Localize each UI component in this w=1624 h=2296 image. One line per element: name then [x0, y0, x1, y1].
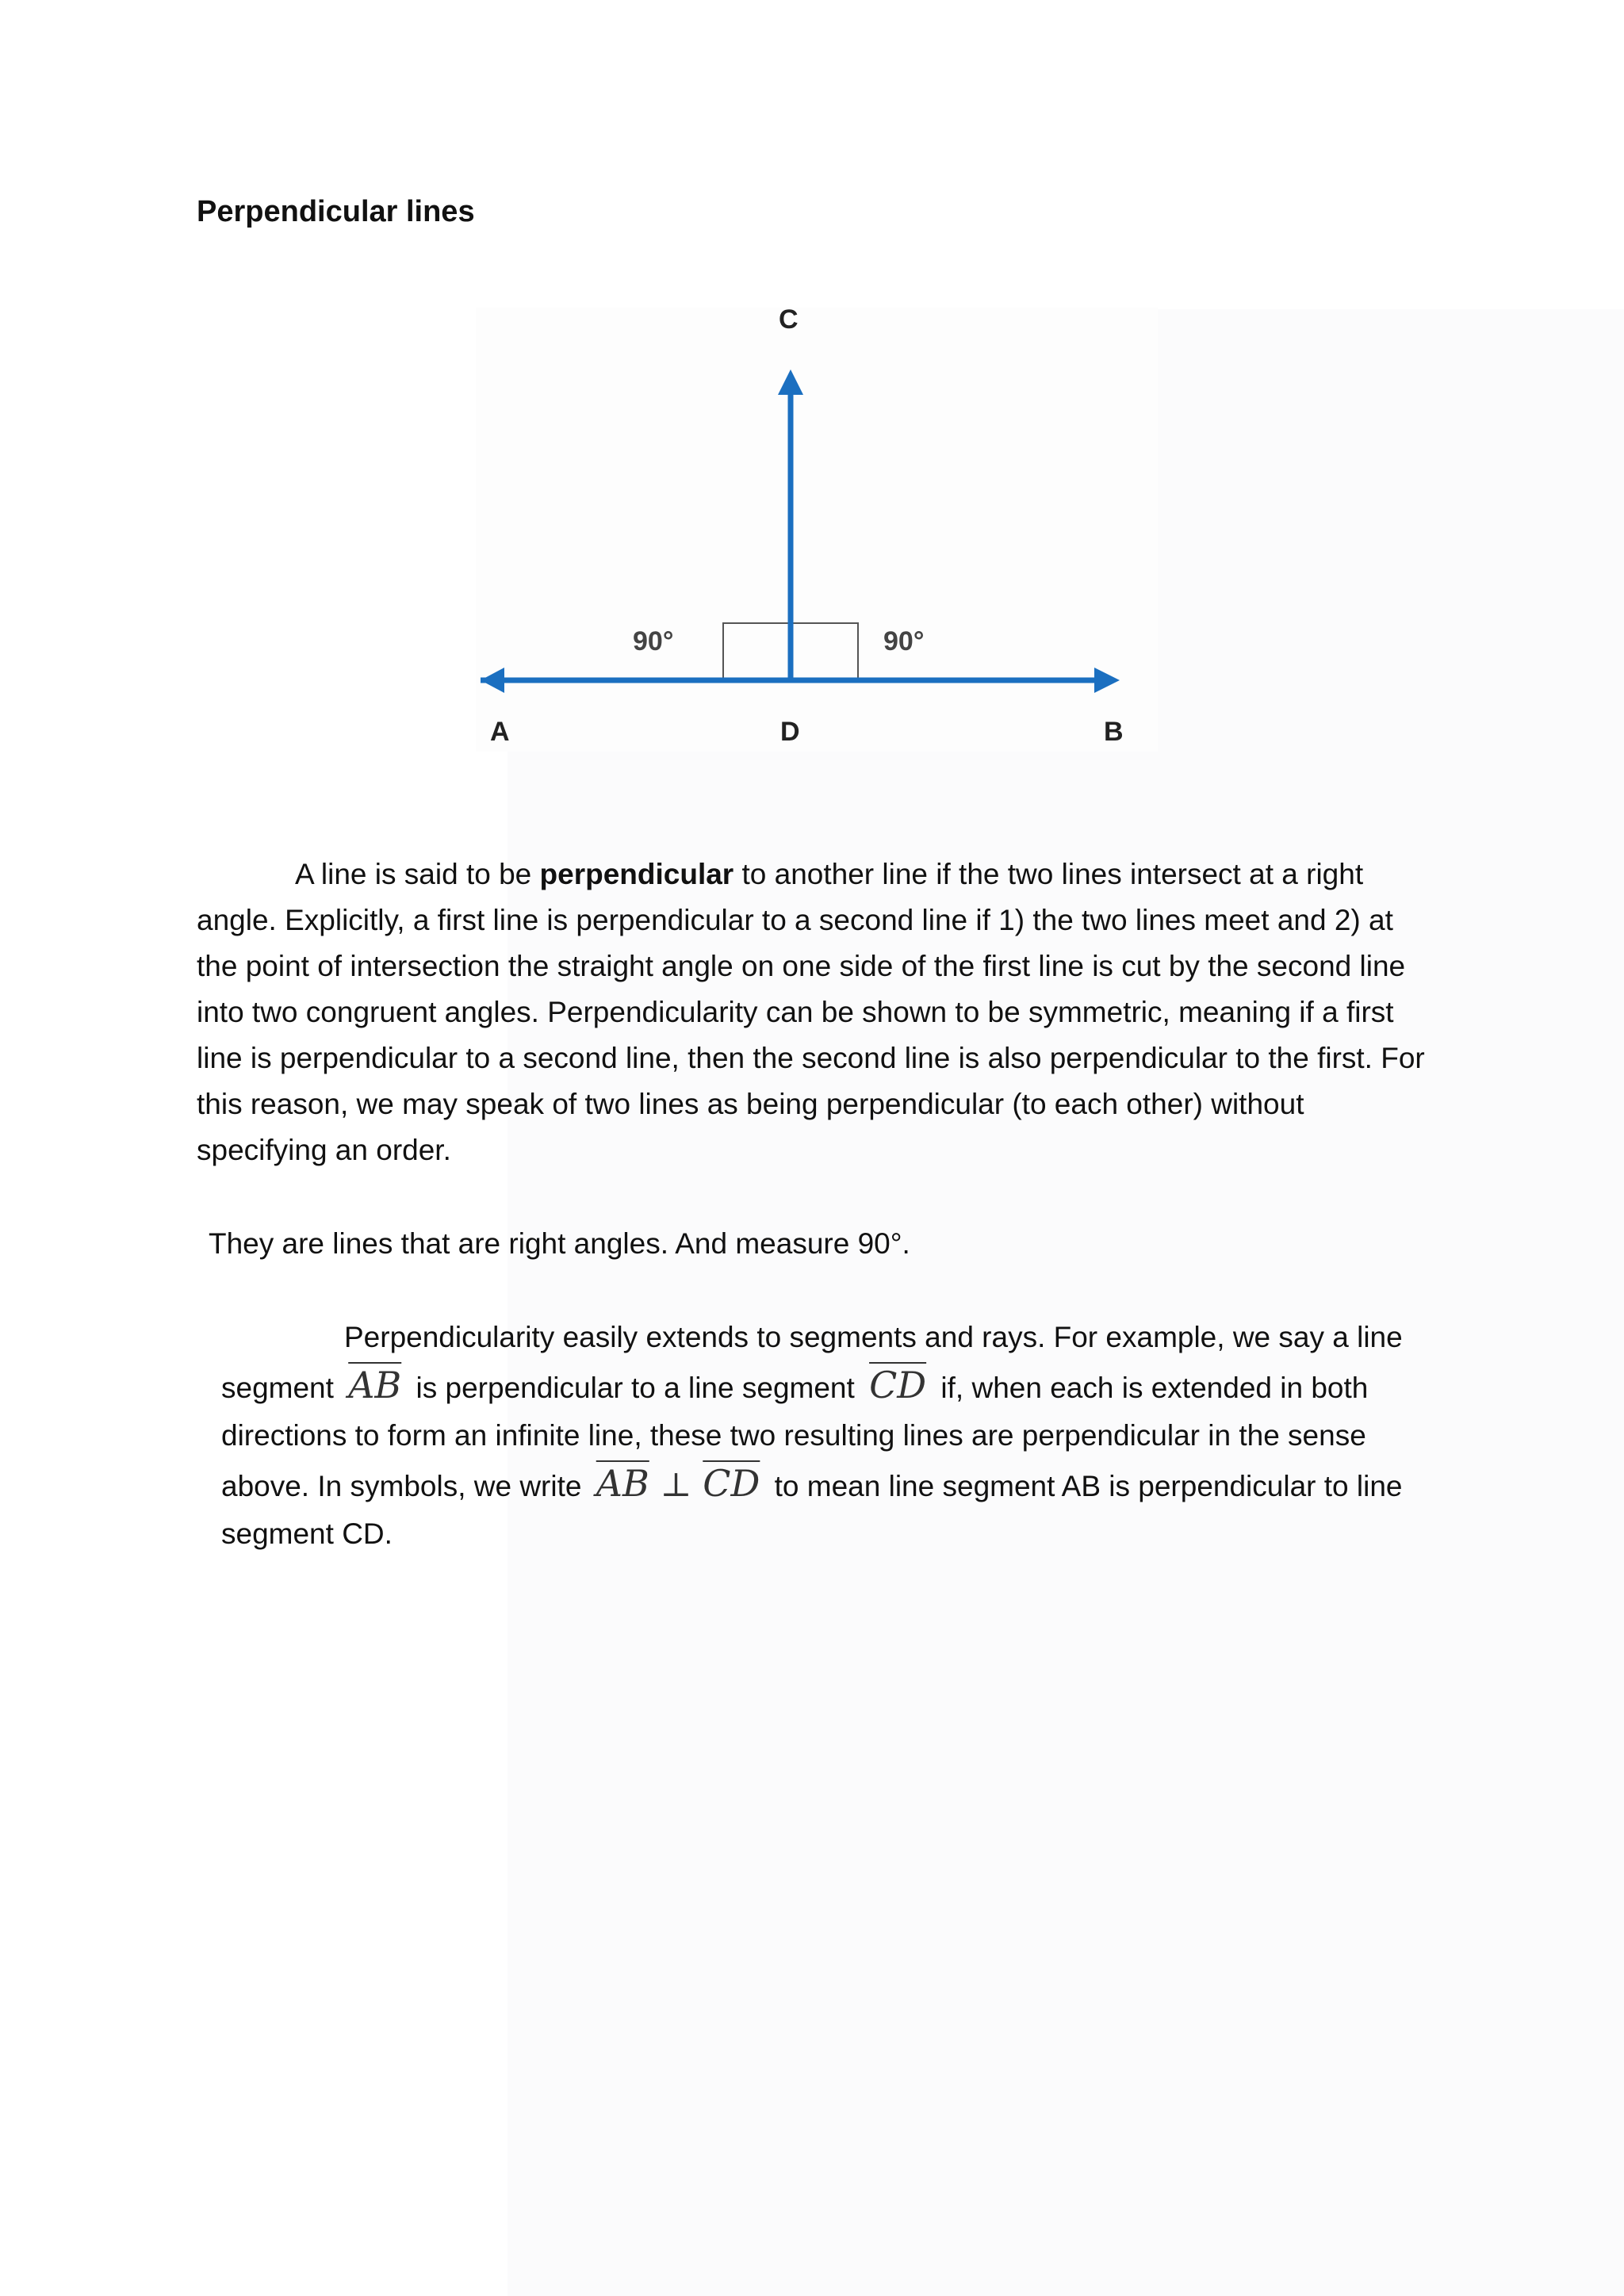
definition-paragraph — [197, 851, 1434, 1173]
segments-text-1: Perpendicularity easily extends to segments and rays. For example, we say a line segment — [221, 1321, 1403, 1404]
perpendicular-lines-diagram — [460, 301, 1174, 769]
page-title: Perpendicular lines — [197, 195, 475, 228]
label-c: C — [779, 304, 799, 335]
segment-cd-notation: $\overline{CD}$ — [869, 1364, 927, 1406]
segment-ab-notation: $\overline{AB}$ — [596, 1462, 649, 1505]
perpendicular-symbol: ⊥ — [660, 1465, 692, 1504]
segment-cd-notation: $\overline{CD}$ — [703, 1462, 760, 1505]
label-b: B — [1104, 717, 1124, 747]
angle-label-left: 90° — [633, 626, 674, 656]
summary-paragraph: They are lines that are right angles. And measure 90°. — [209, 1227, 910, 1260]
angle-label-right: 90° — [883, 626, 925, 656]
label-a: A — [490, 717, 510, 747]
diagram-background — [476, 308, 1158, 752]
segments-text-4: to mean line segment AB is perpendicular to line segment CD. — [221, 1470, 1403, 1550]
definition-text-start: A line is said to be — [295, 858, 540, 890]
segment-ab-notation: $\overline{AB}$ — [348, 1364, 402, 1406]
segments-paragraph — [221, 1314, 1434, 1558]
definition-term: perpendicular — [539, 858, 734, 890]
segments-text-2: is perpendicular to a line segment — [408, 1372, 864, 1404]
segments-text-3: if, when each is extended in both directions to form an infinite line, these two resulting lines are perpendicular in the sense above. In symbols, we write — [221, 1372, 1369, 1502]
label-d: D — [780, 717, 800, 747]
definition-text-rest: to another line if the two lines intersect at a right angle. Explicitly, a first line is perpendicular to a second line if 1) the two lines meet and 2) at the point of intersection the straight angle on one side of the first line is cut by the second line into two congruent angles. Perpendicularity can be shown to be symmetric, meaning if a first line is perpendicular to a second line, then the second line is also perpendicular to the first. For this reason, we may speak of two lines as being perpendicular (to each other) without specifying an order. — [197, 858, 1425, 1166]
